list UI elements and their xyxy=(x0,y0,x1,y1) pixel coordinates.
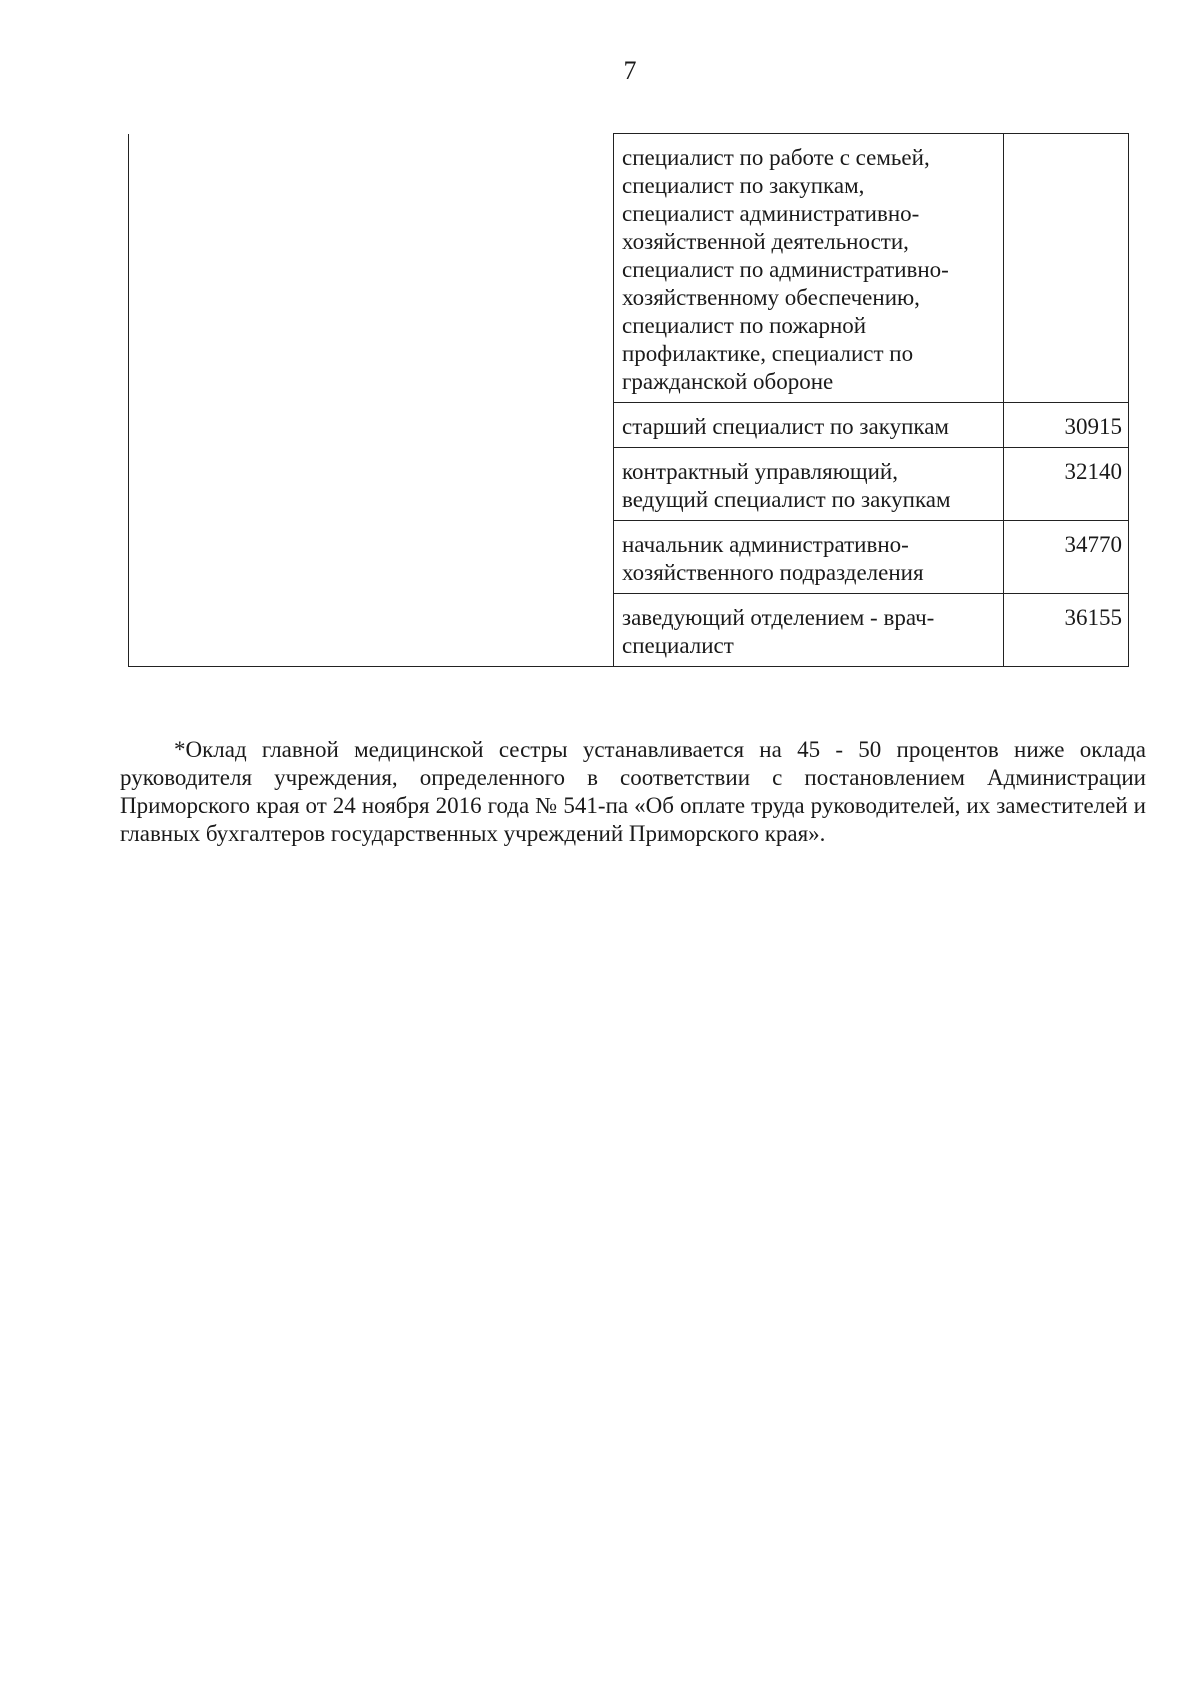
position-cell xyxy=(614,403,1004,448)
position-line: специалист xyxy=(622,633,734,658)
group-cell xyxy=(129,134,614,667)
salary-table xyxy=(128,133,1129,667)
position-line: старший специалист по закупкам xyxy=(622,414,949,439)
salary-cell: 30915 xyxy=(1004,403,1129,448)
table-row xyxy=(129,134,1129,403)
position-line: хозяйственному обеспечению, xyxy=(622,285,920,310)
position-line: хозяйственной деятельности, xyxy=(622,229,909,254)
position-cell xyxy=(614,134,1004,403)
position-line: ведущий специалист по закупкам xyxy=(622,487,951,512)
position-cell xyxy=(614,448,1004,521)
position-line: специалист по работе с семьей, xyxy=(622,145,930,170)
position-cell xyxy=(614,594,1004,667)
position-line: специалист по пожарной xyxy=(622,313,867,338)
salary-cell: 36155 xyxy=(1004,594,1129,667)
footnote: *Оклад главной медицинской сестры устанавливается на 45 - 50 процентов ниже оклада руководителя учреждения, определенного в соответствии с постановлением Администрации Приморского края от 24 ноября 2016 года № 541-па «Об оплате труда руководителей, их заместителей и главных бухгалтеров государственных учреждений Приморского края». xyxy=(120,737,1146,846)
position-line: специалист по закупкам, xyxy=(622,173,865,198)
position-line: профилактике, специалист по xyxy=(622,341,914,366)
salary-cell xyxy=(1004,134,1129,403)
position-line: заведующий отделением - врач- xyxy=(622,605,935,630)
position-line: хозяйственного подразделения xyxy=(622,560,924,585)
position-line: контрактный управляющий, xyxy=(622,459,898,484)
page-number: 7 xyxy=(623,56,637,85)
salary-cell: 34770 xyxy=(1004,521,1129,594)
salary-cell: 32140 xyxy=(1004,448,1129,521)
position-line: специалист по административно- xyxy=(622,257,949,282)
position-line: гражданской обороне xyxy=(622,369,834,394)
position-line: начальник административно- xyxy=(622,532,909,557)
position-cell xyxy=(614,521,1004,594)
position-line: специалист административно- xyxy=(622,201,920,226)
